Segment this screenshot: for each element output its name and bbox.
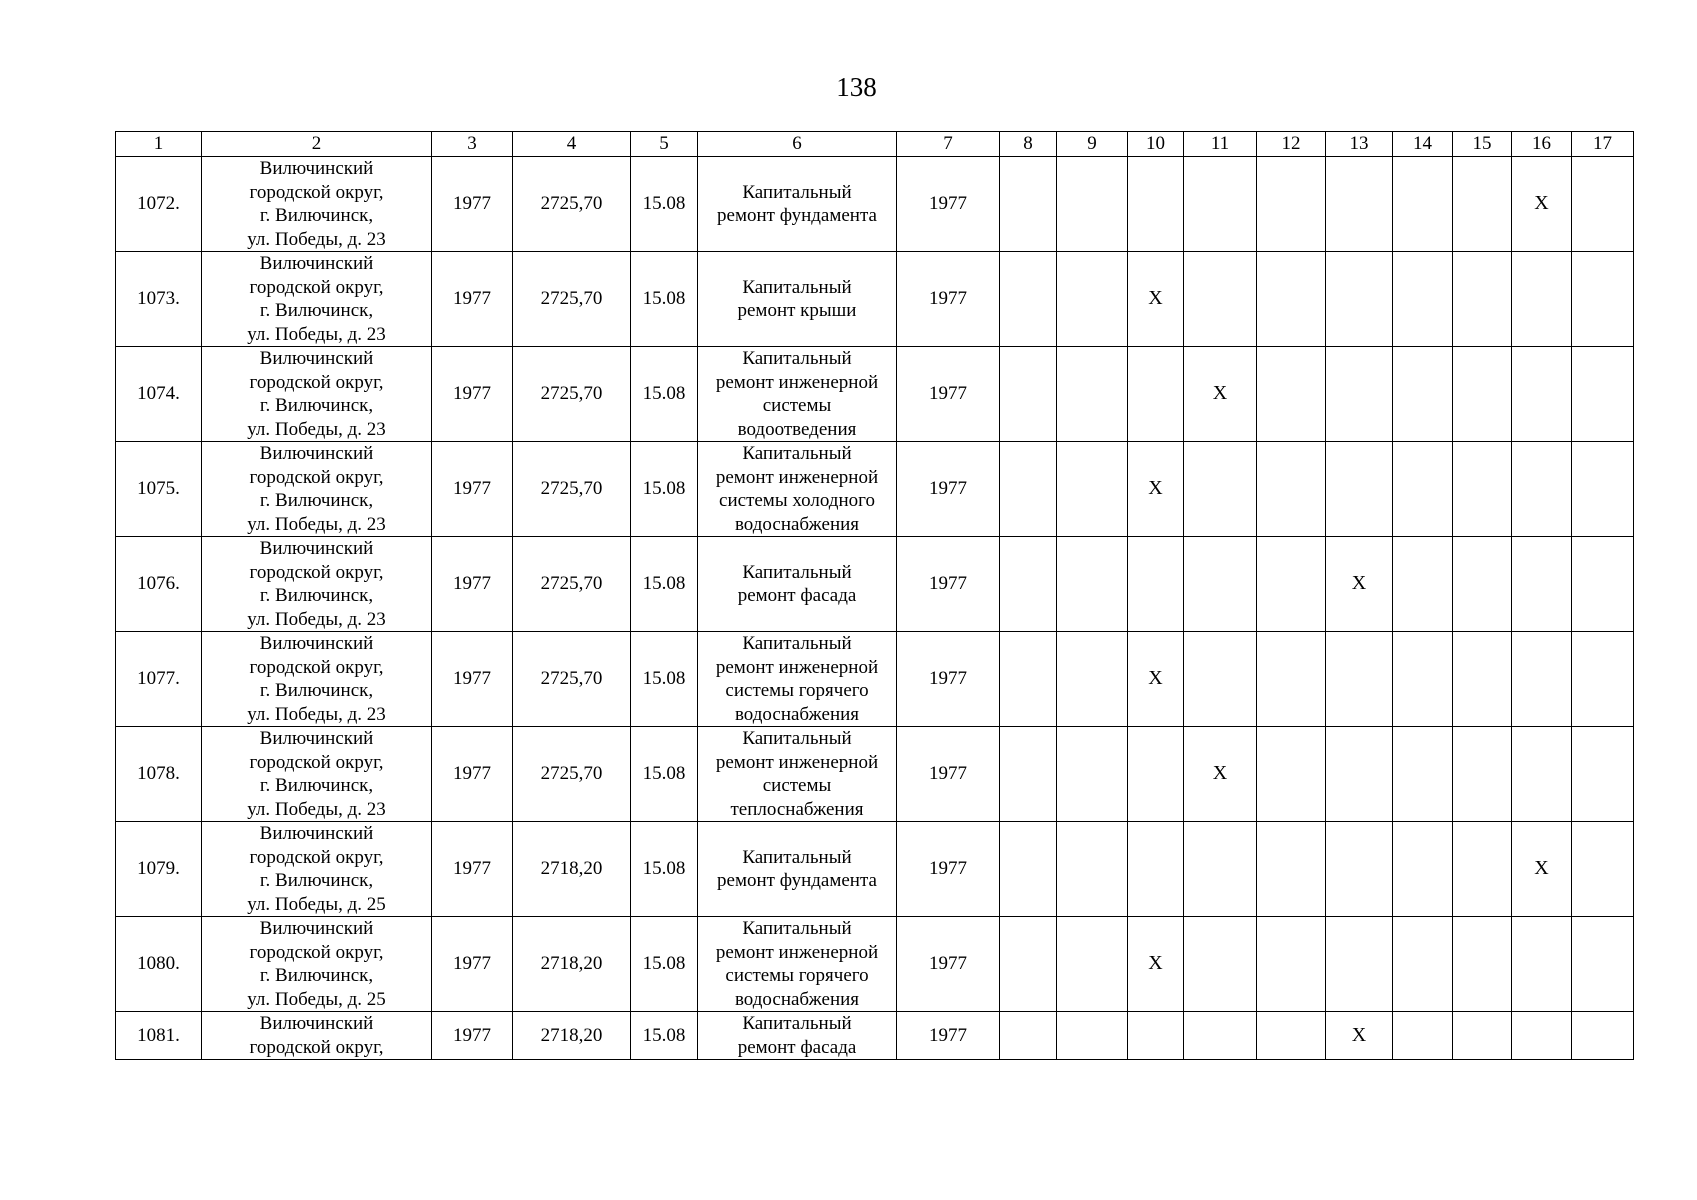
- year-planned-cell: 1977: [897, 822, 1000, 917]
- address-cell: [202, 157, 432, 252]
- work-type-cell: [698, 822, 897, 917]
- empty-period-cell: [1572, 347, 1634, 442]
- address-cell-line: г. Вилючинск,: [259, 395, 374, 416]
- column-number-row: [116, 132, 1634, 157]
- address-cell: [202, 347, 432, 442]
- address-cell-line: городской округ,: [249, 276, 384, 298]
- period-mark: X: [1326, 1012, 1393, 1060]
- address-cell: [202, 727, 432, 822]
- work-type-cell-line: Капитальный: [742, 561, 852, 583]
- empty-period-cell: [1453, 822, 1512, 917]
- empty-period-cell: [1184, 537, 1257, 632]
- column-header: 16: [1512, 132, 1572, 157]
- address-cell-line: городской округ,: [249, 1036, 384, 1058]
- address-cell-line: ул. Победы, д. 23: [247, 703, 386, 725]
- empty-period-cell: [1257, 632, 1326, 727]
- work-type-cell-line: ремонт инженерной: [715, 751, 879, 773]
- column-header: 10: [1128, 132, 1184, 157]
- year-cell: 1977: [432, 442, 513, 537]
- work-type-cell-line: Капитальный: [742, 443, 852, 464]
- work-type-cell-line: ремонт фасада: [737, 1036, 857, 1058]
- address-cell-line: городской округ,: [249, 561, 384, 583]
- row-number: 1076.: [116, 537, 202, 632]
- empty-period-cell: [1393, 822, 1453, 917]
- year-planned-cell: 1977: [897, 727, 1000, 822]
- empty-period-cell: [1572, 822, 1634, 917]
- address-cell-line: Вилючинский: [259, 538, 374, 559]
- address-cell: [202, 632, 432, 727]
- address-cell-line: Вилючинский: [259, 158, 374, 179]
- year-cell: 1977: [432, 727, 513, 822]
- address-cell-line: ул. Победы, д. 23: [247, 608, 386, 630]
- empty-period-cell: [1184, 157, 1257, 252]
- area-cell: 2725,70: [513, 252, 631, 347]
- empty-period-cell: [1453, 1012, 1512, 1060]
- empty-period-cell: [1057, 917, 1128, 1012]
- column-header: 2: [202, 132, 432, 157]
- year-planned-cell: 1977: [897, 537, 1000, 632]
- work-type-cell-line: системы: [762, 395, 832, 416]
- empty-period-cell: [1184, 917, 1257, 1012]
- row-number: 1072.: [116, 157, 202, 252]
- column-header: 6: [698, 132, 897, 157]
- empty-period-cell: [1257, 347, 1326, 442]
- empty-period-cell: [1257, 442, 1326, 537]
- empty-period-cell: [1393, 632, 1453, 727]
- empty-period-cell: [1057, 727, 1128, 822]
- empty-period-cell: [1000, 1012, 1057, 1060]
- address-cell: [202, 252, 432, 347]
- work-type-cell-line: ремонт фундамента: [717, 870, 877, 891]
- period-mark: X: [1128, 632, 1184, 727]
- work-type-cell: [698, 347, 897, 442]
- empty-period-cell: [1453, 537, 1512, 632]
- empty-period-cell: [1326, 632, 1393, 727]
- work-type-cell-line: системы горячего: [725, 680, 869, 701]
- address-cell-line: Вилючинский: [259, 823, 374, 844]
- year-cell: 1977: [432, 632, 513, 727]
- year-cell: 1977: [432, 347, 513, 442]
- year-planned-cell: 1977: [897, 442, 1000, 537]
- empty-period-cell: [1512, 442, 1572, 537]
- address-cell-line: г. Вилючинск,: [259, 965, 374, 986]
- work-type-cell-line: ремонт инженерной: [715, 941, 879, 963]
- empty-period-cell: [1453, 917, 1512, 1012]
- address-cell: [202, 822, 432, 917]
- empty-period-cell: [1057, 1012, 1128, 1060]
- empty-period-cell: [1257, 537, 1326, 632]
- code-cell: 15.08: [631, 157, 698, 252]
- column-header: 3: [432, 132, 513, 157]
- address-cell-line: г. Вилючинск,: [259, 300, 374, 321]
- empty-period-cell: [1000, 822, 1057, 917]
- address-cell-line: г. Вилючинск,: [259, 205, 374, 226]
- period-mark: X: [1128, 442, 1184, 537]
- work-type-cell-line: Капитальный: [742, 633, 852, 654]
- code-cell: 15.08: [631, 917, 698, 1012]
- row-number: 1073.: [116, 252, 202, 347]
- empty-period-cell: [1326, 442, 1393, 537]
- empty-period-cell: [1057, 822, 1128, 917]
- year-planned-cell: 1977: [897, 1012, 1000, 1060]
- area-cell: 2718,20: [513, 917, 631, 1012]
- code-cell: 15.08: [631, 442, 698, 537]
- empty-period-cell: [1184, 632, 1257, 727]
- year-cell: 1977: [432, 252, 513, 347]
- code-cell: 15.08: [631, 252, 698, 347]
- empty-period-cell: [1000, 347, 1057, 442]
- work-type-cell-line: ремонт крыши: [737, 300, 857, 321]
- empty-period-cell: [1184, 252, 1257, 347]
- table-row: [116, 1012, 1634, 1060]
- work-type-cell-line: водоснабжения: [734, 703, 860, 725]
- period-mark: X: [1512, 822, 1572, 917]
- work-type-cell: [698, 727, 897, 822]
- area-cell: 2725,70: [513, 632, 631, 727]
- address-cell-line: городской округ,: [249, 181, 384, 203]
- table-row: [116, 917, 1634, 1012]
- column-header: 4: [513, 132, 631, 157]
- address-cell-line: городской округ,: [249, 466, 384, 488]
- empty-period-cell: [1393, 442, 1453, 537]
- work-type-cell-line: Капитальный: [742, 846, 852, 868]
- address-cell: [202, 537, 432, 632]
- area-cell: 2718,20: [513, 822, 631, 917]
- empty-period-cell: [1393, 727, 1453, 822]
- empty-period-cell: [1512, 917, 1572, 1012]
- table-row: [116, 252, 1634, 347]
- empty-period-cell: [1512, 252, 1572, 347]
- address-cell-line: г. Вилючинск,: [259, 870, 374, 891]
- empty-period-cell: [1057, 157, 1128, 252]
- address-cell-line: Вилючинский: [259, 253, 374, 274]
- table-row: [116, 727, 1634, 822]
- work-type-cell-line: системы горячего: [725, 965, 869, 986]
- address-cell-line: городской округ,: [249, 656, 384, 678]
- empty-period-cell: [1257, 157, 1326, 252]
- period-mark: X: [1184, 727, 1257, 822]
- work-type-cell-line: системы холодного: [719, 490, 875, 511]
- work-type-cell: [698, 157, 897, 252]
- row-number: 1080.: [116, 917, 202, 1012]
- empty-period-cell: [1326, 822, 1393, 917]
- code-cell: 15.08: [631, 1012, 698, 1060]
- address-cell-line: городской округ,: [249, 751, 384, 773]
- empty-period-cell: [1000, 727, 1057, 822]
- work-type-cell-line: ремонт инженерной: [715, 371, 879, 393]
- address-cell-line: городской округ,: [249, 941, 384, 963]
- work-type-cell: [698, 442, 897, 537]
- year-planned-cell: 1977: [897, 157, 1000, 252]
- row-number: 1081.: [116, 1012, 202, 1060]
- empty-period-cell: [1257, 822, 1326, 917]
- empty-period-cell: [1393, 1012, 1453, 1060]
- period-mark: X: [1184, 347, 1257, 442]
- empty-period-cell: [1453, 442, 1512, 537]
- row-number: 1079.: [116, 822, 202, 917]
- empty-period-cell: [1184, 1012, 1257, 1060]
- column-header: 5: [631, 132, 698, 157]
- year-cell: 1977: [432, 157, 513, 252]
- table-row: [116, 347, 1634, 442]
- empty-period-cell: [1393, 157, 1453, 252]
- address-cell-line: ул. Победы, д. 25: [247, 988, 386, 1010]
- code-cell: 15.08: [631, 727, 698, 822]
- year-cell: 1977: [432, 917, 513, 1012]
- address-cell: [202, 1012, 432, 1060]
- empty-period-cell: [1326, 917, 1393, 1012]
- table-row: [116, 157, 1634, 252]
- empty-period-cell: [1184, 822, 1257, 917]
- work-type-cell-line: ремонт инженерной: [715, 656, 879, 678]
- empty-period-cell: [1000, 537, 1057, 632]
- address-cell-line: Вилючинский: [259, 633, 374, 654]
- row-number: 1078.: [116, 727, 202, 822]
- address-cell-line: ул. Победы, д. 23: [247, 418, 386, 440]
- work-type-cell: [698, 1012, 897, 1060]
- area-cell: 2725,70: [513, 442, 631, 537]
- work-type-cell-line: водоснабжения: [734, 988, 860, 1010]
- empty-period-cell: [1512, 1012, 1572, 1060]
- column-header: 8: [1000, 132, 1057, 157]
- empty-period-cell: [1257, 727, 1326, 822]
- capital-repair-table: [115, 131, 1634, 1060]
- column-header: 11: [1184, 132, 1257, 157]
- table-row: [116, 822, 1634, 917]
- empty-period-cell: [1257, 917, 1326, 1012]
- work-type-cell-line: теплоснабжения: [730, 798, 864, 820]
- table-row: [116, 632, 1634, 727]
- empty-period-cell: [1128, 347, 1184, 442]
- row-number: 1077.: [116, 632, 202, 727]
- address-cell-line: Вилючинский: [259, 348, 374, 369]
- column-header: 15: [1453, 132, 1512, 157]
- address-cell-line: г. Вилючинск,: [259, 585, 374, 606]
- period-mark: X: [1326, 537, 1393, 632]
- year-cell: 1977: [432, 537, 513, 632]
- empty-period-cell: [1453, 252, 1512, 347]
- address-cell-line: Вилючинский: [259, 1013, 374, 1034]
- address-cell-line: г. Вилючинск,: [259, 490, 374, 511]
- empty-period-cell: [1326, 252, 1393, 347]
- work-type-cell-line: системы: [762, 775, 832, 796]
- empty-period-cell: [1512, 632, 1572, 727]
- address-cell: [202, 917, 432, 1012]
- empty-period-cell: [1512, 727, 1572, 822]
- column-header: 9: [1057, 132, 1128, 157]
- address-cell-line: Вилючинский: [259, 443, 374, 464]
- empty-period-cell: [1257, 1012, 1326, 1060]
- address-cell-line: г. Вилючинск,: [259, 680, 374, 701]
- empty-period-cell: [1000, 252, 1057, 347]
- year-cell: 1977: [432, 1012, 513, 1060]
- empty-period-cell: [1326, 157, 1393, 252]
- area-cell: 2725,70: [513, 347, 631, 442]
- work-type-cell-line: водоотведения: [737, 418, 857, 440]
- work-type-cell: [698, 917, 897, 1012]
- area-cell: 2725,70: [513, 157, 631, 252]
- address-cell-line: городской округ,: [249, 846, 384, 868]
- empty-period-cell: [1257, 252, 1326, 347]
- empty-period-cell: [1393, 537, 1453, 632]
- empty-period-cell: [1128, 727, 1184, 822]
- empty-period-cell: [1393, 252, 1453, 347]
- empty-period-cell: [1512, 347, 1572, 442]
- code-cell: 15.08: [631, 537, 698, 632]
- empty-period-cell: [1326, 727, 1393, 822]
- empty-period-cell: [1393, 347, 1453, 442]
- empty-period-cell: [1453, 157, 1512, 252]
- empty-period-cell: [1000, 157, 1057, 252]
- empty-period-cell: [1128, 1012, 1184, 1060]
- empty-period-cell: [1000, 442, 1057, 537]
- year-planned-cell: 1977: [897, 917, 1000, 1012]
- empty-period-cell: [1572, 632, 1634, 727]
- empty-period-cell: [1572, 1012, 1634, 1060]
- empty-period-cell: [1572, 917, 1634, 1012]
- work-type-cell-line: Капитальный: [742, 348, 852, 369]
- address-cell-line: ул. Победы, д. 25: [247, 893, 386, 915]
- column-header: 14: [1393, 132, 1453, 157]
- column-header: 17: [1572, 132, 1634, 157]
- work-type-cell: [698, 537, 897, 632]
- code-cell: 15.08: [631, 347, 698, 442]
- column-header: 12: [1257, 132, 1326, 157]
- row-number: 1075.: [116, 442, 202, 537]
- empty-period-cell: [1393, 917, 1453, 1012]
- empty-period-cell: [1453, 727, 1512, 822]
- work-type-cell-line: ремонт фасада: [737, 585, 857, 606]
- empty-period-cell: [1453, 347, 1512, 442]
- work-type-cell-line: водоснабжения: [734, 513, 860, 535]
- empty-period-cell: [1572, 252, 1634, 347]
- year-planned-cell: 1977: [897, 347, 1000, 442]
- empty-period-cell: [1572, 442, 1634, 537]
- area-cell: 2725,70: [513, 727, 631, 822]
- period-mark: X: [1512, 157, 1572, 252]
- empty-period-cell: [1453, 632, 1512, 727]
- address-cell-line: городской округ,: [249, 371, 384, 393]
- work-type-cell: [698, 252, 897, 347]
- code-cell: 15.08: [631, 632, 698, 727]
- empty-period-cell: [1000, 632, 1057, 727]
- empty-period-cell: [1572, 727, 1634, 822]
- work-type-cell-line: Капитальный: [742, 181, 852, 203]
- empty-period-cell: [1000, 917, 1057, 1012]
- address-cell-line: г. Вилючинск,: [259, 775, 374, 796]
- empty-period-cell: [1057, 442, 1128, 537]
- empty-period-cell: [1326, 347, 1393, 442]
- column-header: 7: [897, 132, 1000, 157]
- empty-period-cell: [1572, 157, 1634, 252]
- column-header: 13: [1326, 132, 1393, 157]
- work-type-cell-line: Капитальный: [742, 918, 852, 939]
- work-type-cell-line: Капитальный: [742, 1013, 852, 1034]
- empty-period-cell: [1128, 822, 1184, 917]
- column-header: 1: [116, 132, 202, 157]
- empty-period-cell: [1512, 537, 1572, 632]
- work-type-cell-line: Капитальный: [742, 728, 852, 749]
- work-type-cell: [698, 632, 897, 727]
- empty-period-cell: [1572, 537, 1634, 632]
- empty-period-cell: [1057, 537, 1128, 632]
- area-cell: 2718,20: [513, 1012, 631, 1060]
- empty-period-cell: [1128, 157, 1184, 252]
- address-cell-line: Вилючинский: [259, 918, 374, 939]
- period-mark: X: [1128, 917, 1184, 1012]
- year-planned-cell: 1977: [897, 252, 1000, 347]
- empty-period-cell: [1184, 442, 1257, 537]
- address-cell-line: ул. Победы, д. 23: [247, 228, 386, 250]
- empty-period-cell: [1128, 537, 1184, 632]
- address-cell-line: ул. Победы, д. 23: [247, 323, 386, 345]
- code-cell: 15.08: [631, 822, 698, 917]
- address-cell-line: ул. Победы, д. 23: [247, 513, 386, 535]
- work-type-cell-line: ремонт фундамента: [717, 205, 877, 226]
- work-type-cell-line: ремонт инженерной: [715, 466, 879, 488]
- period-mark: X: [1128, 252, 1184, 347]
- year-planned-cell: 1977: [897, 632, 1000, 727]
- area-cell: 2725,70: [513, 537, 631, 632]
- page-number: 138: [836, 72, 877, 102]
- work-type-cell-line: Капитальный: [742, 276, 852, 298]
- address-cell-line: Вилючинский: [259, 728, 374, 749]
- year-cell: 1977: [432, 822, 513, 917]
- empty-period-cell: [1057, 632, 1128, 727]
- empty-period-cell: [1057, 347, 1128, 442]
- empty-period-cell: [1057, 252, 1128, 347]
- address-cell-line: ул. Победы, д. 23: [247, 798, 386, 820]
- table-row: [116, 442, 1634, 537]
- address-cell: [202, 442, 432, 537]
- table-row: [116, 537, 1634, 632]
- row-number: 1074.: [116, 347, 202, 442]
